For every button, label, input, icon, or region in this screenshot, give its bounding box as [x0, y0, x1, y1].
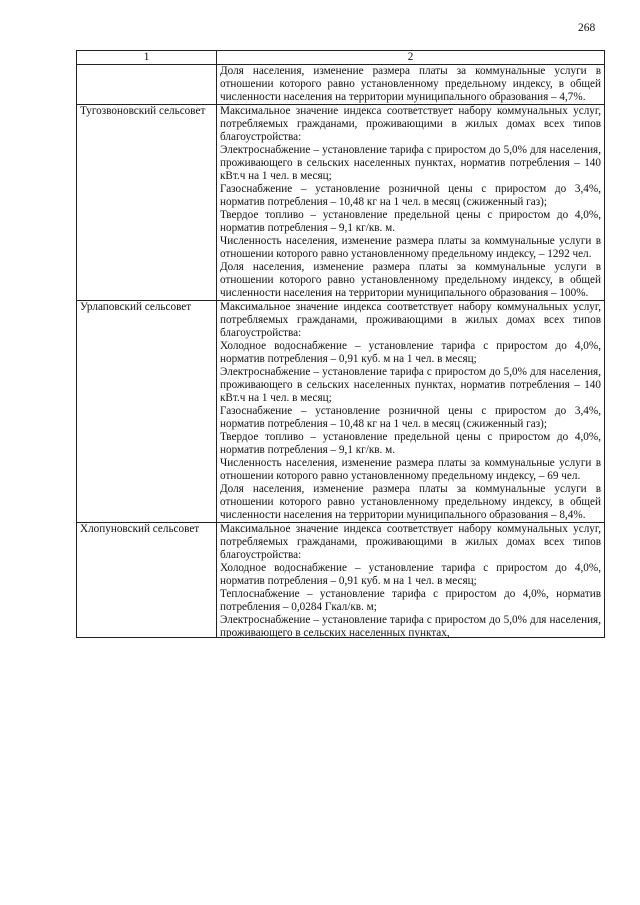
municipal-index-table: [76, 50, 605, 638]
municipality-name: Хлопуновский сельсовет: [77, 523, 217, 638]
paragraph: Максимальное значение индекса соответствует набору коммунальных услуг, потребляемых гражданами, проживающими в жилых домах всех типов благоустройства:: [220, 301, 601, 339]
paragraph: Твердое топливо – установление предельной цены с приростом до 4,0%, норматив потребления – 9,1 кг/кв. м.: [220, 209, 601, 234]
table-row: [77, 105, 605, 301]
column-header-1: 1: [77, 51, 217, 65]
municipality-name: Урлаповский сельсовет: [77, 301, 217, 523]
table-header-row: [77, 51, 605, 65]
paragraph: Холодное водоснабжение – установление тарифа с приростом до 4,0%, норматив потребления – 0,91 куб. м на 1 чел. в месяц;: [220, 340, 601, 365]
paragraph: Максимальное значение индекса соответствует набору коммунальных услуг, потребляемых гражданами, проживающими в жилых домах всех типов благоустройства:: [220, 105, 601, 143]
paragraph: Доля населения, изменение размера платы за коммунальные услуги в отношении которого равно установленному предельному индексу, в общей численности населения на территории муниципального образования – 8,4%.: [220, 483, 601, 521]
table-row: [77, 65, 605, 105]
paragraph: Электроснабжение – установление тарифа с приростом до 5,0% для населения, проживающего в сельских населенных пунктах, норматив потребления – 140 кВт.ч на 1 чел. в месяц;: [220, 144, 601, 182]
index-description: [217, 523, 605, 638]
paragraph: Доля населения, изменение размера платы за коммунальные услуги в отношении которого равно установленному предельному индексу, в общей численности населения на территории муниципального образования – 100%.: [220, 261, 601, 299]
municipality-name: [77, 65, 217, 105]
paragraph: Газоснабжение – установление розничной цены с приростом до 3,4%, норматив потребления – 10,48 кг на 1 чел. в месяц (сжиженный газ);: [220, 183, 601, 208]
table-row: [77, 301, 605, 523]
paragraph: Численность населения, изменение размера платы за коммунальные услуги в отношении которого равно установленному предельному индексу, – 1292 чел.: [220, 235, 601, 260]
paragraph: Теплоснабжение – установление тарифа с приростом до 4,0%, норматив потребления – 0,0284 Гкал/кв. м;: [220, 588, 601, 613]
paragraph: Твердое топливо – установление предельной цены с приростом до 4,0%, норматив потребления – 9,1 кг/кв. м.: [220, 431, 601, 456]
page-number: 268: [578, 22, 596, 34]
municipality-name: Тугозвоновский сельсовет: [77, 105, 217, 301]
index-description: [217, 301, 605, 523]
paragraph: Электроснабжение – установление тарифа с приростом до 5,0% для населения, проживающего в сельских населенных пунктах,: [220, 614, 601, 637]
column-header-2: 2: [217, 51, 605, 65]
index-description: [217, 105, 605, 301]
paragraph: Численность населения, изменение размера платы за коммунальные услуги в отношении которого равно установленному предельному индексу, – 69 чел.: [220, 457, 601, 482]
paragraph: Максимальное значение индекса соответствует набору коммунальных услуг, потребляемых гражданами, проживающими в жилых домах всех типов благоустройства:: [220, 523, 601, 561]
paragraph: Холодное водоснабжение – установление тарифа с приростом до 4,0%, норматив потребления – 0,91 куб. м на 1 чел. в месяц;: [220, 562, 601, 587]
paragraph: Газоснабжение – установление розничной цены с приростом до 3,4%, норматив потребления – 10,48 кг на 1 чел. в месяц (сжиженный газ);: [220, 405, 601, 430]
paragraph: Доля населения, изменение размера платы за коммунальные услуги в отношении которого равно установленному предельному индексу, в общей численности населения на территории муниципального образования – 4,7%.: [220, 65, 601, 103]
index-description: [217, 65, 605, 105]
table-row: [77, 523, 605, 638]
paragraph: Электроснабжение – установление тарифа с приростом до 5,0% для населения, проживающего в сельских населенных пунктах, норматив потребления – 140 кВт.ч на 1 чел. в месяц;: [220, 366, 601, 404]
